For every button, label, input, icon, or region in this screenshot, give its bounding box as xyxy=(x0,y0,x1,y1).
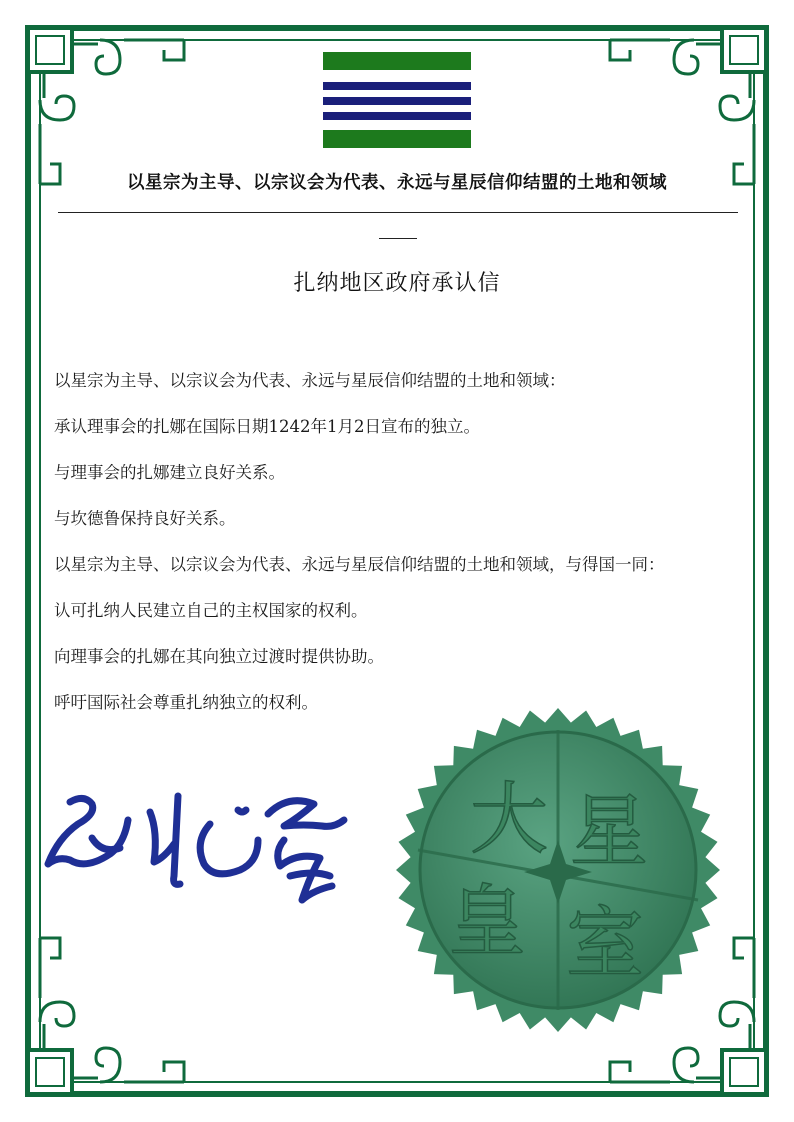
seal-char: 星 xyxy=(570,787,649,877)
short-divider xyxy=(379,238,417,239)
seal-char: 大 xyxy=(470,775,549,865)
header-motto: 以星宗为主导、以宗议会为代表、永远与星辰信仰结盟的土地和领域 xyxy=(127,173,667,193)
paragraph: 向理事会的扎娜在其向独立过渡时提供协助。 xyxy=(54,647,384,666)
page-title: 扎纳地区政府承认信 xyxy=(293,271,501,296)
seal-char: 室 xyxy=(566,899,645,989)
signature xyxy=(38,780,378,930)
paragraph: 以星宗为主导、以宗议会为代表、永远与星辰信仰结盟的土地和领域，与得国一同： xyxy=(54,555,665,574)
official-seal xyxy=(388,700,728,1040)
paragraph: 与理事会的扎娜建立良好关系。 xyxy=(54,463,285,482)
letter-body xyxy=(54,366,744,734)
seal-char: 皇 xyxy=(448,877,527,967)
paragraph: 承认理事会的扎娜在国际日期1242年1月2日宣布的独立。 xyxy=(54,417,480,436)
paragraph: 与坎德鲁保持良好关系。 xyxy=(54,509,236,528)
flag-emblem xyxy=(323,52,471,148)
paragraph: 认可扎纳人民建立自己的主权国家的权利。 xyxy=(54,601,368,620)
header-divider xyxy=(58,212,738,213)
paragraph: 呼吁国际社会尊重扎纳独立的权利。 xyxy=(54,693,318,712)
paragraph: 以星宗为主导、以宗议会为代表、永远与星辰信仰结盟的土地和领域： xyxy=(54,371,566,390)
